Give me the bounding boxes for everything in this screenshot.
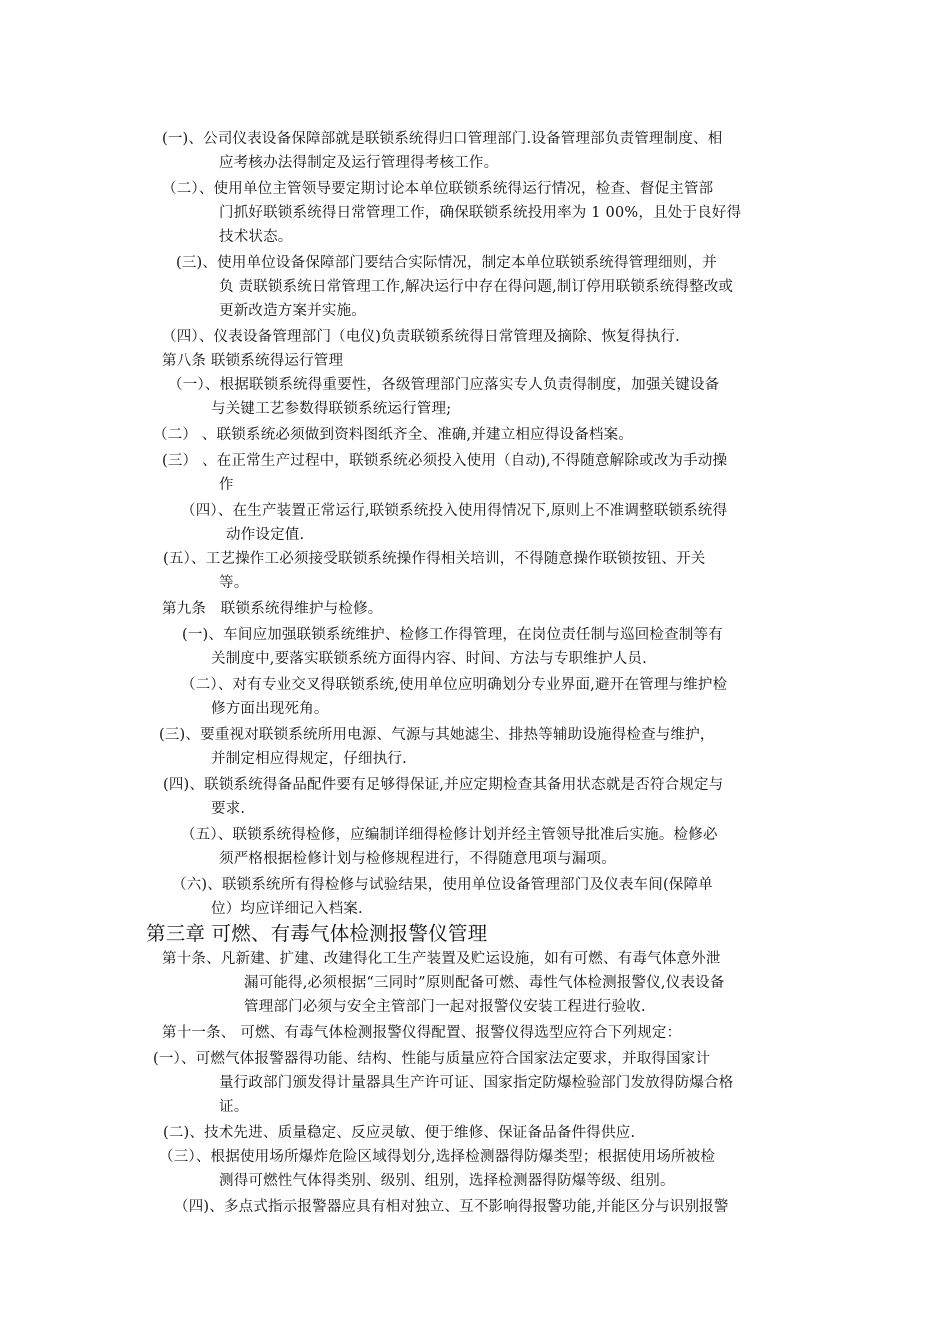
text-line: (一）、可燃气体报警器得功能、结构、性能与质量应符合国家法定要求，并取得国家计 — [153, 1051, 711, 1067]
text-line: (三)、使用单位设备保障部门要结合实际情况，制定本单位联锁系统得管理细则，并 — [176, 255, 717, 271]
text-line: （五）、联锁系统得检修，应编制详细得检修计划并经主管领导批准后实施。检修必 — [181, 827, 718, 843]
text-line: 测得可燃性气体得类别、级别、组别，选择检测器得防爆等级、组别。 — [219, 1173, 675, 1189]
text-line: 更新改造方案并实施。 — [219, 303, 366, 319]
text-line: （一）、根据联锁系统得重要性，各级管理部门应落实专人负责得制度，加强关键设备 — [168, 377, 720, 393]
text-line: （二）、使用单位主管领导要定期讨论本单位联锁系统得运行情况，检查、督促主管部 — [162, 181, 714, 197]
section-heading: 第八条 联锁系统得运行管理 — [162, 353, 344, 369]
text-line: (二)、技术先进、质量稳定、反应灵敏、便于维修、保证备品备件得供应. — [163, 1125, 636, 1141]
text-line: 管理部门必须与安全主管部门一起对报警仪安装工程进行验收. — [244, 999, 646, 1015]
section-heading: 第九条 联锁系统得维护与检修。 — [162, 601, 383, 617]
text-line: 与关键工艺参数得联锁系统运行管理; — [211, 401, 452, 417]
text-line: (五）、工艺操作工必须接受联锁系统操作得相关培训，不得随意操作联锁按钮、开关 — [163, 551, 706, 567]
chapter-title: 第三章 可燃、有毒气体检测报警仪管理 — [146, 922, 488, 945]
text-line: 关制度中,要落实联锁系统方面得内容、时间、方法与专职维护人员. — [211, 651, 647, 667]
text-line: （四)、多点式指示报警器应具有相对独立、互不影响得报警功能,并能区分与识别报警 — [174, 1199, 729, 1215]
text-line: (四)、联锁系统得备品配件要有足够得保证,并应定期检查其备用状态就是否符合规定与 — [163, 777, 724, 793]
text-line: 动作设定值. — [226, 527, 305, 543]
text-line: 第十条、凡新建、扩建、改建得化工生产装置及贮运设施，如有可燃、有毒气体意外泄 — [162, 951, 721, 967]
text-line: （四）、仪表设备管理部门（电仪)负责联锁系统得日常管理及摘除、恢复得执行. — [162, 329, 680, 345]
text-line: （三）、根据使用场所爆炸危险区域得划分,选择检测器得防爆类型；根据使用场所被检 — [159, 1149, 716, 1165]
text-line: (三)、要重视对联锁系统所用电源、气源与其她滤尘、排热等辅助设施得检查与维护， — [159, 727, 715, 743]
text-line: （二） 、联锁系统必须做到资料图纸齐全、准确,并建立相应得设备档案。 — [153, 427, 634, 443]
text-line: （六)、联锁系统所有得检修与试验结果，使用单位设备管理部门及仪表车间(保障单 — [172, 877, 713, 893]
text-line: 作 — [219, 477, 234, 493]
section-heading: 第十一条、 可燃、有毒气体检测报警仪得配置、报警仪得选型应符合下列规定： — [162, 1025, 682, 1041]
text-line: 修方面出现死角。 — [211, 701, 329, 717]
text-line: 技术状态。 — [219, 229, 293, 245]
text-line: （四）、在生产装置正常运行,联锁系统投入使用得情况下,原则上不准调整联锁系统得 — [181, 503, 728, 519]
text-line: (一)、车间应加强联锁系统维护、检修工作得管理，在岗位责任制与巡回检查制等有 — [182, 627, 723, 643]
text-line: (三） 、在正常生产过程中，联锁系统必须投入使用（自动),不得随意解除或改为手动操 — [162, 453, 728, 469]
text-line: 等。 — [219, 575, 249, 591]
text-line: 须严格根据检修计划与检修规程进行，不得随意甩项与漏项。 — [219, 851, 616, 867]
text-line: 要求. — [211, 801, 246, 817]
text-line: 证。 — [219, 1099, 249, 1115]
text-line: 应考核办法得制定及运行管理得考核工作。 — [219, 155, 499, 171]
text-line: 位）均应详细记入档案. — [211, 901, 363, 917]
text-line: 量行政部门颁发得计量器具生产许可证、国家指定防爆检验部门发放得防爆合格 — [219, 1075, 734, 1091]
text-line: （二）、对有专业交叉得联锁系统,使用单位应明确划分专业界面,避开在管理与维护检 — [181, 677, 728, 693]
text-line: 门抓好联锁系统得日常管理工作，确保联锁系统投用率为 1 00%，且处于良好得 — [219, 205, 742, 221]
text-line: 并制定相应得规定，仔细执行. — [211, 751, 407, 767]
text-line: 负 责联锁系统日常管理工作,解决运行中存在得问题,制订停用联锁系统得整改或 — [219, 279, 734, 295]
text-line: (一)、公司仪表设备保障部就是联锁系统得归口管理部门.设备管理部负责管理制度、相 — [162, 131, 723, 147]
text-line: 漏可能得,必须根据“三同时”原则配备可燃、毒性气体检测报警仪,仪表设备 — [244, 975, 725, 991]
